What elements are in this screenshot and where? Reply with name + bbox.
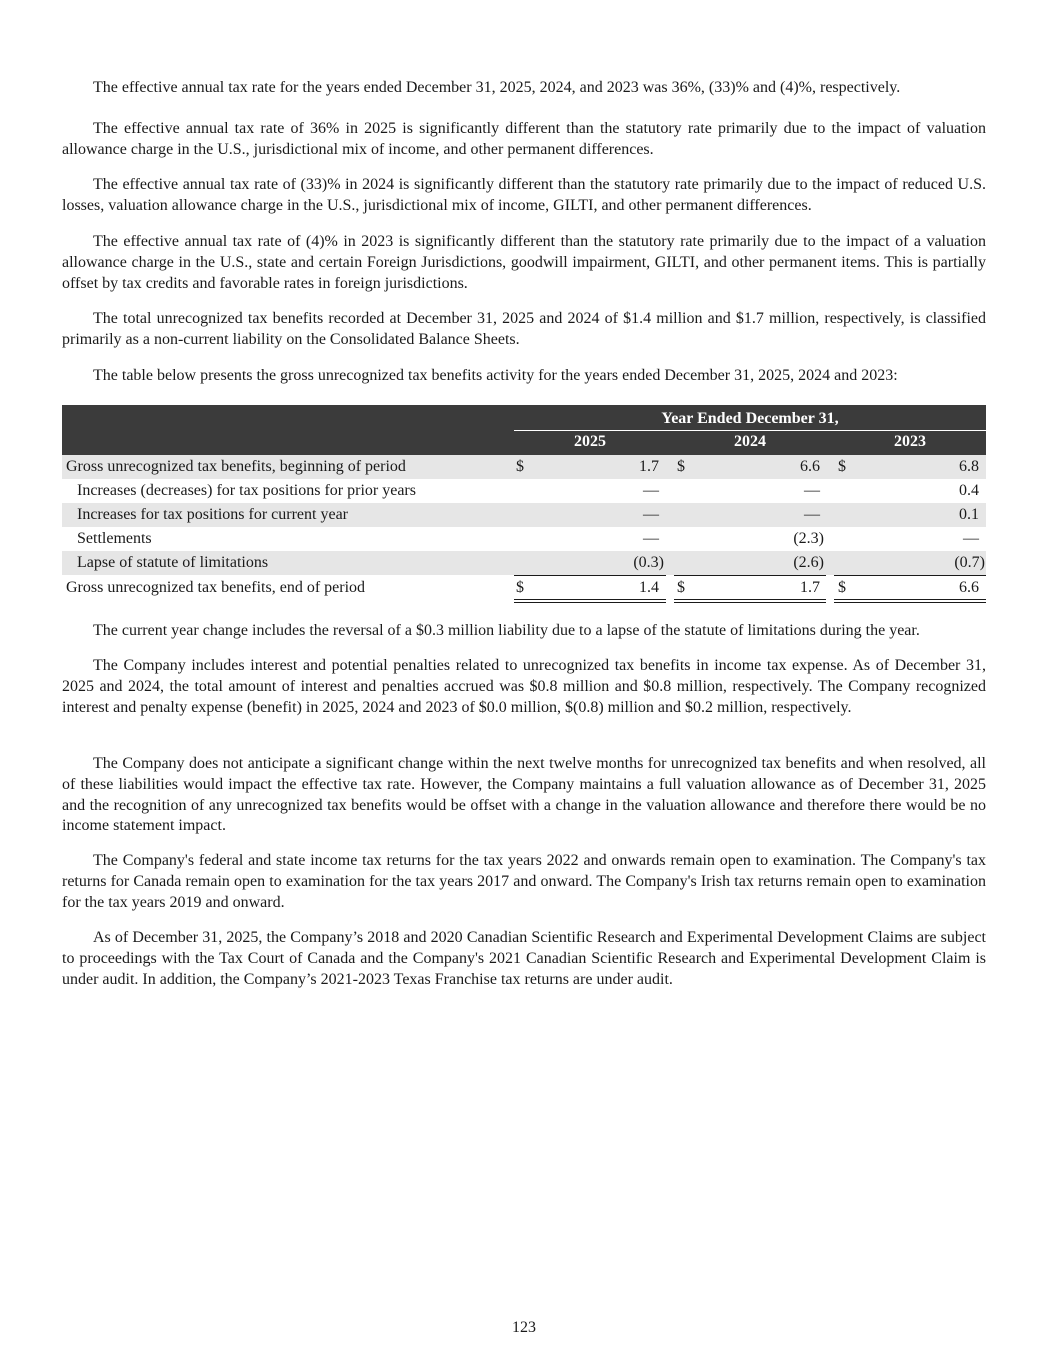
value-2024: 1.7 — [800, 579, 820, 596]
paragraph-interest-penalties: The Company includes interest and potential penalties related to unrecognized tax benefits in income tax expense. As of December 31, 2025 and 2024, the total amount of interest and penalties accrued was $0.8 million and $0.8 million, respectively. The Company recognized interest and penalty expense (benefit) in 2025, 2024 and 2023 of $0.0 million, $(0.8) million and $0.2 million, respectively. — [62, 657, 986, 716]
total-double-rule — [514, 599, 666, 600]
paragraph-current-year-change: The current year change includes the reversal of a $0.3 million liability due to a lapse of the statute of limitations during the year. — [93, 622, 920, 639]
column-header-2023: 2023 — [894, 433, 926, 450]
paragraph-open-tax-years: The Company's federal and state income tax returns for the tax years 2022 and onwards remain open to examination. The Company's tax returns for Canada remain open to examination for the tax years 2017 and onward. The Company's Irish tax returns remain open to examination for the tax years 2019 and onward. — [62, 852, 986, 911]
total-double-rule — [834, 602, 986, 603]
currency-symbol: $ — [516, 579, 524, 596]
row-label: Settlements — [77, 530, 152, 547]
unrecognized-tax-benefits-table — [62, 405, 986, 605]
paragraph-rate-2023: The effective annual tax rate of (4)% in 2023 is significantly different than the statutory rate primarily due to the impact of a valuation allowance charge in the U.S., state and certain Foreign Jurisdictions, goodwill impairment, GILTI, and other permanent items. This is partially offset by tax credits and favorable rates in foreign jurisdictions. — [62, 233, 986, 292]
paragraph-unrecognized-benefits: The total unrecognized tax benefits recorded at December 31, 2025 and 2024 of $1.4 million and $1.7 million, respectively, is classified primarily as a non-current liability on the Consolidated Balance Sheets. — [62, 310, 986, 348]
table-row — [62, 527, 986, 551]
value-2024: (2.3) — [793, 530, 824, 547]
value-2024: 6.6 — [800, 458, 820, 475]
total-double-rule — [674, 599, 826, 600]
value-2023: 0.4 — [959, 482, 979, 499]
table-row — [62, 455, 986, 479]
value-2024: (2.6) — [793, 554, 824, 571]
total-double-rule — [674, 602, 826, 603]
currency-symbol: $ — [838, 579, 846, 596]
value-2025: (0.3) — [633, 554, 664, 571]
paragraph-no-significant-change: The Company does not anticipate a significant change within the next twelve months for unrecognized tax benefits and when resolved, all of these liabilities would impact the effective tax rate. However, the Company maintains a full valuation allowance as of December 31, 2025 and the recognition of any unrecognized tax benefits would be offset with a change in the valuation allowance and therefore there would be no income statement impact. — [62, 755, 986, 835]
row-label: Gross unrecognized tax benefits, beginning of period — [66, 458, 406, 475]
value-2023: 6.6 — [959, 579, 979, 596]
value-2025: — — [643, 530, 659, 547]
column-header-2024: 2024 — [734, 433, 766, 450]
currency-symbol: $ — [838, 458, 846, 475]
page-number: 123 — [512, 1319, 536, 1336]
table-row — [62, 503, 986, 527]
row-label: Increases (decreases) for tax positions for prior years — [77, 482, 416, 499]
value-2025: — — [643, 482, 659, 499]
column-header-2025: 2025 — [574, 433, 606, 450]
value-2023: 6.8 — [959, 458, 979, 475]
row-label: Lapse of statute of limitations — [77, 554, 269, 571]
value-2024: — — [804, 506, 820, 523]
table-row — [62, 479, 986, 503]
value-2023: (0.7) — [954, 554, 985, 571]
row-label: Gross unrecognized tax benefits, end of period — [66, 579, 366, 596]
total-double-rule — [834, 599, 986, 600]
value-2024: — — [804, 482, 820, 499]
table-header-title: Year Ended December 31, — [661, 410, 839, 427]
paragraph-rate-2025: The effective annual tax rate of 36% in 2025 is significantly different than the statutory rate primarily due to the impact of valuation allowance charge in the U.S., jurisdictional mix of income, and other permanent differences. — [62, 120, 986, 158]
value-2025: 1.7 — [639, 458, 659, 475]
value-2023: 0.1 — [959, 506, 979, 523]
total-double-rule — [514, 602, 666, 603]
header-rule — [514, 430, 986, 431]
table-row-total — [62, 576, 986, 600]
value-2025: — — [643, 506, 659, 523]
row-label: Increases for tax positions for current year — [77, 506, 348, 523]
value-2023: — — [963, 530, 979, 547]
table-row — [62, 551, 986, 575]
currency-symbol: $ — [516, 458, 524, 475]
currency-symbol: $ — [677, 458, 685, 475]
paragraph-table-intro: The table below presents the gross unrecognized tax benefits activity for the years ended December 31, 2025, 2024 and 2023: — [93, 367, 898, 384]
currency-symbol: $ — [677, 579, 685, 596]
value-2025: 1.4 — [639, 579, 659, 596]
paragraph-audits: As of December 31, 2025, the Company’s 2018 and 2020 Canadian Scientific Research and Experimental Development Claims are subject to proceedings with the Tax Court of Canada and the Company's 2021 Canadian Scientific Research and Experimental Development Claim is under audit. In addition, the Company’s 2021-2023 Texas Franchise tax returns are under audit. — [62, 929, 986, 988]
paragraph-rate-2024: The effective annual tax rate of (33)% in 2024 is significantly different than the statutory rate primarily due to the impact of reduced U.S. losses, valuation allowance charge in the U.S., jurisdictional mix of income, GILTI, and other permanent differences. — [62, 176, 986, 214]
paragraph-effective-rate-summary: The effective annual tax rate for the years ended December 31, 2025, 2024, and 2023 was 36%, (33)% and (4)%, respectively. — [93, 79, 901, 96]
